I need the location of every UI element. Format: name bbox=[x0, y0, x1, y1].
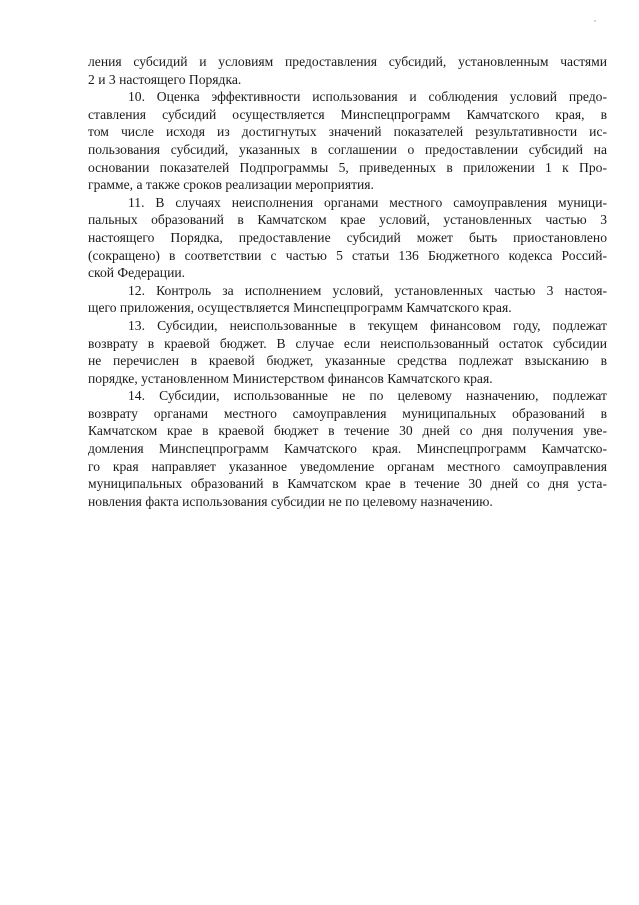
text-line: муниципальных образований в Камчатском крае в течение 30 дней со дня уста- bbox=[88, 476, 607, 492]
scan-artifact bbox=[594, 20, 596, 22]
text-line: 13. Субсидии, неиспользованные в текущем финансовом году, подлежат bbox=[128, 317, 607, 333]
text-line: возврату в краевой бюджет. В случае если неиспользованный остаток субсидии bbox=[88, 335, 607, 351]
text-line: ской Федерации. bbox=[88, 265, 186, 281]
text-line: 12. Контроль за исполнением условий, установленных частью 3 настоя- bbox=[128, 282, 607, 298]
text-line: основании показателей Подпрограммы 5, приведенных в приложении 1 к Про- bbox=[88, 159, 607, 175]
paragraph-p9-continued bbox=[88, 53, 607, 88]
text-line: (сокращено) в соответствии с частью 5 статьи 136 Бюджетного кодекса Россий- bbox=[88, 247, 607, 263]
text-line: грамме, а также сроков реализации мероприятия. bbox=[88, 177, 374, 193]
text-line: Камчатском крае в краевой бюджет в течение 30 дней со дня получения уве- bbox=[88, 423, 607, 439]
text-line: порядке, установленном Министерством финансов Камчатского края. bbox=[88, 370, 493, 386]
text-line: го края направляет указанное уведомление органам местного самоуправления bbox=[88, 458, 607, 474]
text-line: 11. В случаях неисполнения органами местного самоуправления муници- bbox=[128, 194, 607, 210]
paragraph-p11 bbox=[88, 194, 607, 282]
text-line: пользования субсидий, указанных в соглашении о предоставлении субсидий на bbox=[88, 141, 607, 157]
text-line: пальных образований в Камчатском крае условий, установленных частью 3 bbox=[88, 212, 607, 228]
paragraph-p13 bbox=[88, 317, 607, 387]
text-line: не перечислен в краевой бюджет, указанные средства подлежат взысканию в bbox=[88, 353, 607, 369]
text-line: ления субсидий и условиям предоставления субсидий, установленным частями bbox=[88, 54, 607, 69]
text-line: настоящего Порядка, предоставление субсидий может быть приостановлено bbox=[88, 229, 607, 245]
paragraph-p12 bbox=[88, 282, 607, 317]
paragraph-p14 bbox=[88, 387, 607, 510]
text-line: ставления субсидий осуществляется Минспецпрограмм Камчатского края, в bbox=[88, 106, 607, 122]
text-line: 10. Оценка эффективности использования и соблюдения условий предо- bbox=[128, 89, 607, 105]
text-line: щего приложения, осуществляется Минспецпрограмм Камчатского края. bbox=[88, 300, 512, 316]
text-line: возврату органами местного самоуправления муниципальных образований в bbox=[88, 405, 607, 421]
text-line: 14. Субсидии, использованные не по целевому назначению, подлежат bbox=[128, 388, 607, 404]
text-line: новления факта использования субсидии не по целевому назначению. bbox=[88, 493, 493, 509]
text-line: домления Минспецпрограмм Камчатского края. Минспецпрограмм Камчатско- bbox=[88, 441, 607, 457]
paragraph-p10 bbox=[88, 88, 607, 194]
text-line: том числе исходя из достигнутых значений показателей результативности ис- bbox=[88, 124, 607, 140]
document-body bbox=[88, 53, 607, 510]
text-line: 2 и 3 настоящего Порядка. bbox=[88, 71, 242, 87]
